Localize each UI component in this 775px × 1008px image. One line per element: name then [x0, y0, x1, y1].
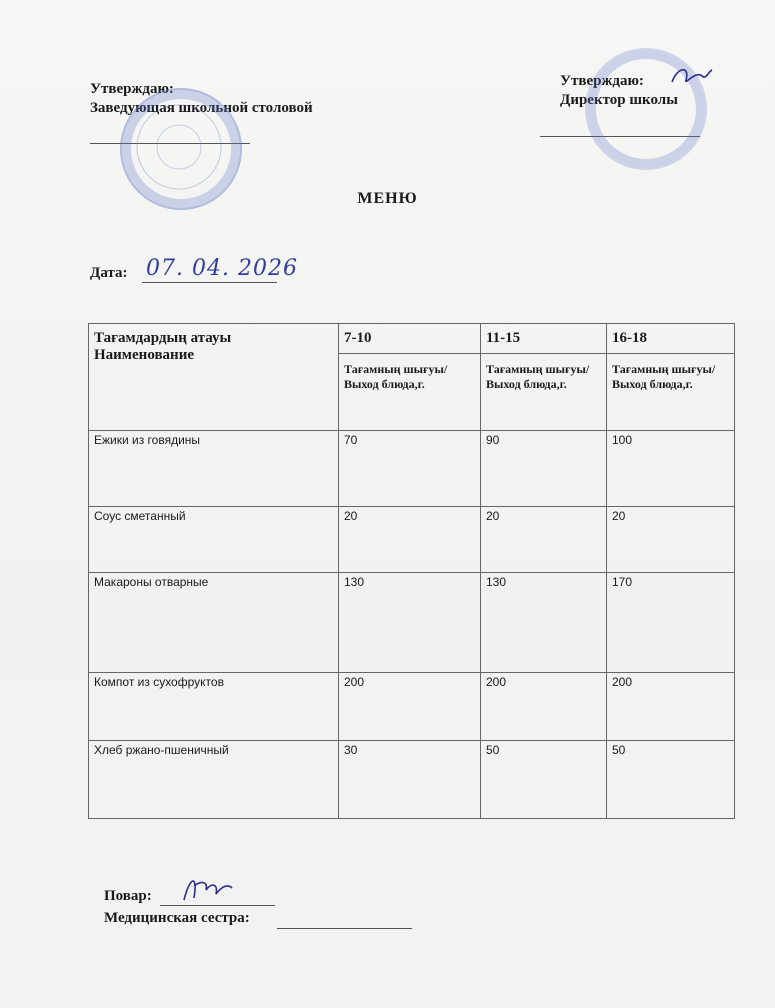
dish-name: Компот из сухофруктов	[89, 673, 339, 741]
dish-name: Ежики из говядины	[89, 431, 339, 507]
dish-name: Хлеб ржано-пшеничный	[89, 741, 339, 819]
nurse-label: Медицинская сестра:	[104, 910, 250, 926]
date-label: Дата:	[90, 265, 128, 281]
date-underline	[142, 282, 277, 283]
dish-name-header: Тағамдардың атауы Наименование	[89, 324, 339, 431]
director-signature	[668, 62, 716, 90]
portion-value: 30	[339, 741, 481, 819]
table-row	[89, 741, 735, 819]
age-group-header: 16-18	[607, 324, 735, 354]
portion-value: 200	[607, 673, 735, 741]
portion-value: 70	[339, 431, 481, 507]
approval-right-label: Утверждаю:	[560, 73, 644, 89]
yield-header: Тағамның шығуы/ Выход блюда,г.	[339, 354, 481, 431]
portion-value: 50	[481, 741, 607, 819]
age-group-header: 11-15	[481, 324, 607, 354]
menu-table	[88, 323, 735, 819]
cook-label: Повар:	[104, 888, 152, 904]
portion-value: 20	[607, 507, 735, 573]
portion-value: 90	[481, 431, 607, 507]
portion-value: 200	[339, 673, 481, 741]
portion-value: 200	[481, 673, 607, 741]
table-row	[89, 573, 735, 673]
yield-header: Тағамның шығуы/ Выход блюда,г.	[607, 354, 735, 431]
table-row	[89, 507, 735, 573]
portion-value: 20	[339, 507, 481, 573]
dish-name: Соус сметанный	[89, 507, 339, 573]
approval-left-label: Утверждаю:	[90, 81, 174, 97]
cook-signature	[178, 870, 238, 906]
page-title: МЕНЮ	[357, 190, 418, 207]
nurse-signature-line	[277, 928, 412, 929]
portion-value: 130	[339, 573, 481, 673]
table-row	[89, 673, 735, 741]
portion-value: 20	[481, 507, 607, 573]
portion-value: 130	[481, 573, 607, 673]
yield-header: Тағамның шығуы/ Выход блюда,г.	[481, 354, 607, 431]
portion-value: 170	[607, 573, 735, 673]
approval-right-position: Директор школы	[560, 92, 678, 108]
age-group-header: 7-10	[339, 324, 481, 354]
dish-name: Макароны отварные	[89, 573, 339, 673]
portion-value: 100	[607, 431, 735, 507]
table-row	[89, 431, 735, 507]
date-value: 07. 04. 2026	[146, 256, 298, 281]
approval-left-position: Заведующая школьной столовой	[90, 100, 313, 116]
portion-value: 50	[607, 741, 735, 819]
